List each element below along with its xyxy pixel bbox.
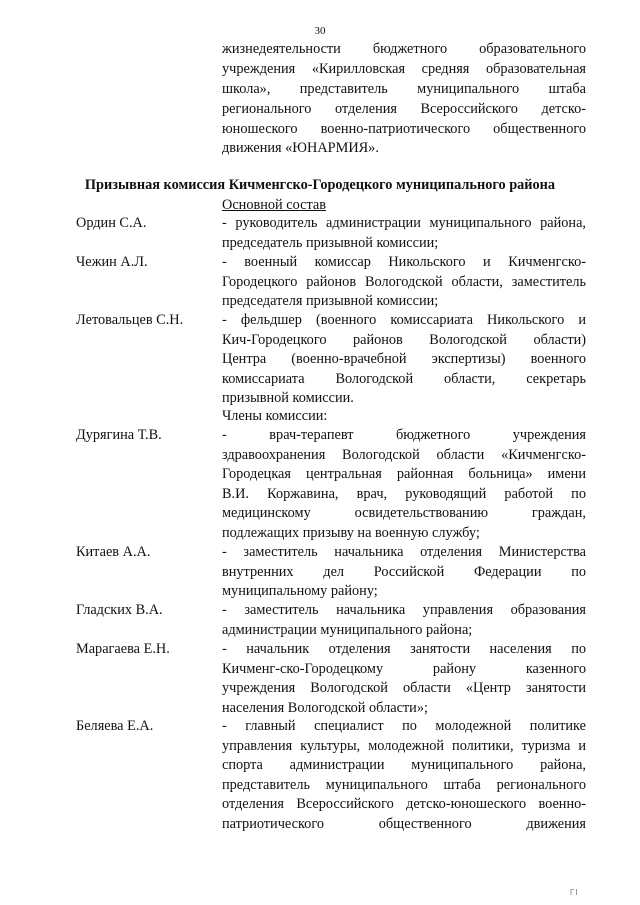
member-line: отделения Всероссийского детско-юношеского военно-: [222, 796, 586, 812]
member-line: спорта администрации муниципального района,: [222, 757, 586, 773]
member-description: [222, 640, 586, 718]
commission-title: Призывная комиссия Кичменгско-Городецкого муниципального района: [84, 177, 556, 193]
intro-line: движения «ЮНАРМИЯ».: [222, 140, 379, 157]
member-line: - руководитель администрации муниципального района,: [222, 215, 586, 231]
member-line: здравоохранения Вологодской области «Кичменгско-: [222, 446, 586, 463]
member-line: - военный комиссар Никольского и Кичменгско-: [222, 254, 586, 270]
member-line: представитель муниципального штаба регионального: [222, 776, 586, 793]
member-name: Марагаева Е.Н.: [76, 641, 170, 657]
member-name: Чежин А.Л.: [76, 254, 148, 270]
intro-paragraph: [222, 40, 586, 159]
member-line: учреждения Вологодской области «Центр занятости: [222, 680, 586, 696]
member-description: [222, 717, 586, 834]
member-description: [222, 426, 586, 543]
member-line: - заместитель начальника отделения Министерства: [222, 544, 586, 560]
member-name: Беляева Е.А.: [76, 718, 154, 734]
member-line: администрации муниципального района;: [222, 621, 473, 638]
intro-line: учреждения «Кирилловская средняя образовательная: [222, 60, 586, 77]
member-name: Китаев А.А.: [76, 544, 151, 560]
member-line: комиссариата Вологодской области, секретарь: [222, 370, 586, 387]
member-line: Городецкая центральная районная больница» имени: [222, 466, 586, 482]
scan-corner-mark: ГІ: [570, 888, 579, 897]
member-line: - заместитель начальника управления образования: [222, 602, 586, 618]
member-name: Дурягина Т.В.: [76, 427, 162, 443]
member-name: Летовальцев С.Н.: [76, 312, 184, 328]
member-line: Кич-Городецкого районов Вологодской области): [222, 331, 586, 348]
member-name: Гладских В.А.: [76, 602, 163, 618]
member-line: внутренних дел Российской Федерации по: [222, 563, 586, 580]
member-line: - начальник отделения занятости населения по: [222, 641, 586, 657]
main-composition-label: [222, 196, 326, 215]
member-description: [222, 214, 586, 253]
member-name: Ордин С.А.: [76, 215, 147, 231]
member-line: - главный специалист по молодежной политике: [222, 718, 586, 734]
member-line: председатель призывной комиссии;: [222, 234, 439, 251]
members-label: Члены комиссии:: [222, 408, 328, 424]
member-line: Кичменг-ско-Городецкому району казенного: [222, 660, 586, 677]
member-description: [222, 601, 586, 640]
member-description: [222, 253, 586, 312]
member-line: Городецкого районов Вологодской области, заместитель: [222, 273, 586, 290]
member-line: подлежащих призыву на военную службу;: [222, 524, 480, 541]
member-description: [222, 543, 586, 602]
member-line: управления культуры, молодежной политики, туризма и: [222, 737, 586, 754]
member-line: В.И. Коржавина, врач, руководящий работой по: [222, 485, 586, 502]
member-line: председателя призывной комиссии;: [222, 293, 439, 309]
member-line: медицинскому освидетельствованию граждан,: [222, 505, 586, 521]
member-description: [222, 311, 586, 409]
intro-line: регионального отделения Всероссийского детско-: [222, 100, 586, 117]
member-line: - фельдшер (военного комиссариата Никольского и: [222, 312, 586, 328]
member-line: патриотического общественного движения: [222, 815, 586, 832]
intro-line: юношеского военно-патриотического общественного: [222, 120, 586, 137]
member-line: населения Вологодской области»;: [222, 699, 428, 716]
member-line: Центра (военно-врачебной экспертизы) военного: [222, 351, 586, 367]
main-composition-text: Основной состав: [222, 197, 326, 213]
intro-line: жизнедеятельности бюджетного образовательного: [222, 41, 586, 57]
intro-line: школа», представитель муниципального штаба: [222, 80, 586, 97]
member-line: муниципальному району;: [222, 583, 378, 599]
member-line: призывной комиссии.: [222, 390, 354, 406]
page-number: 30: [314, 25, 326, 37]
member-line: - врач-терапевт бюджетного учреждения: [222, 427, 586, 443]
